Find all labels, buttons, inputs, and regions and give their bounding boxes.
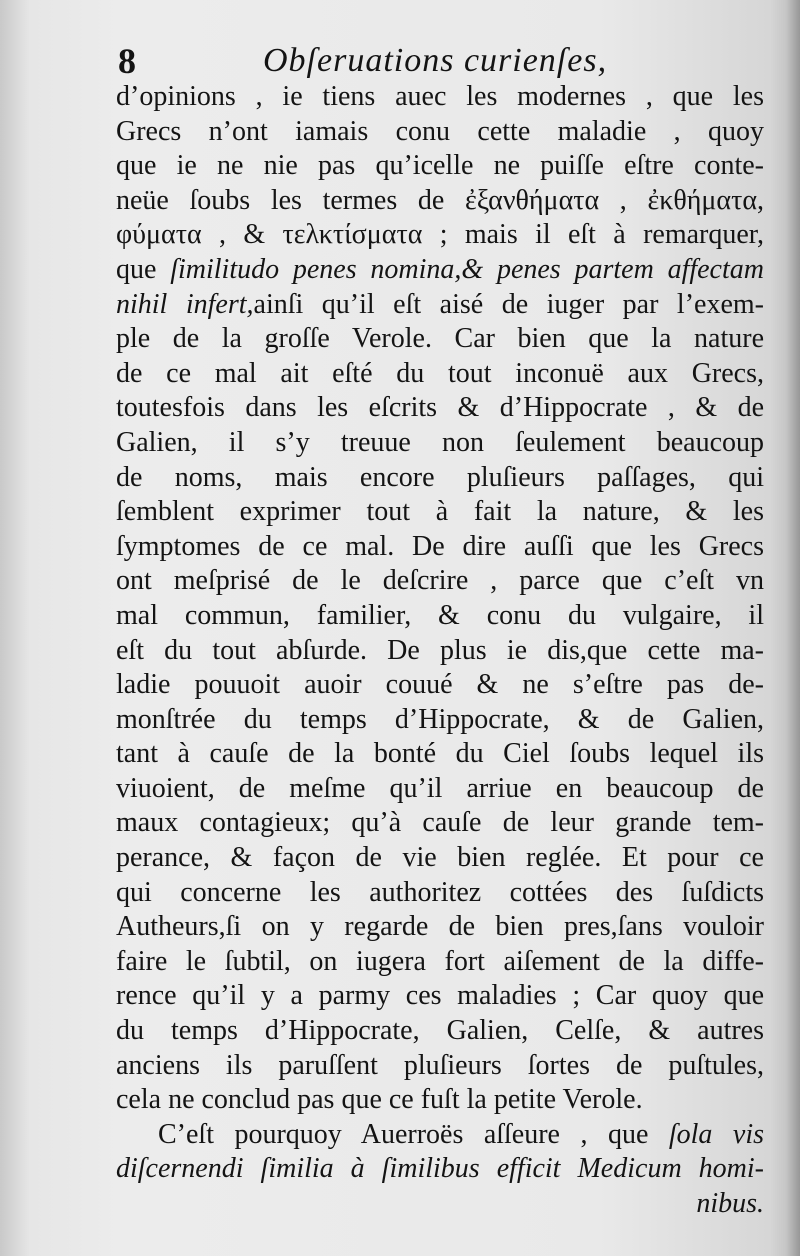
text-span: ple de la groſſe Verole. Car bien que la nature [116,323,764,355]
text-span: de ce mal ait eſté du tout inconuë aux Grecs, [116,357,764,389]
text-line [116,80,764,115]
body-text [116,80,764,1222]
text-line [116,253,764,288]
text-line [116,1049,764,1084]
text-span: ſemblent exprimer tout à fait la nature, & les [116,496,764,528]
text-span: faire le ſubtil, on iugera fort aiſement de la diffe- [116,945,764,977]
text-span: rence qu’il y a parmy ces maladies ; Car quoy que [116,980,764,1012]
text-span: ont meſprisé de le deſcrire , parce que c’eſt vn [116,565,764,597]
text-line [116,876,764,911]
text-line [116,737,764,772]
italic-text-span: nibus. [696,1188,764,1219]
page-number: 8 [118,41,136,81]
text-span: d’opinions , ie tiens auec les modernes , que les [116,81,764,112]
text-span: cela ne conclud pas que ce fuſt la petite Verole. [116,1084,643,1116]
text-line [116,149,764,184]
text-span: du temps d’Hippocrate, Galien, Celſe, & autres [116,1015,764,1047]
text-span: de noms, mais encore pluſieurs paſſages, qui [116,461,764,493]
text-line [116,841,764,876]
text-line [116,945,764,980]
text-line [116,703,764,738]
text-span: que ie ne nie pas qu’icelle ne puiſſe eſtre conte- [116,150,764,182]
text-line [116,1152,764,1187]
text-span: Grecs n’ont iamais conu cette maladie , quoy [116,115,764,147]
text-line [116,634,764,669]
text-span: ſymptomes de ce mal. De dire auſſi que les Grecs [116,530,764,562]
text-line [116,1083,764,1118]
text-span: mal commun, familier, & conu du vulgaire, il [116,599,764,631]
text-span: que [116,253,171,285]
text-span: Autheurs,ſi on y regarde de bien pres,ſans vouloir [116,911,764,943]
text-line [116,979,764,1014]
text-line [116,1118,764,1153]
text-line [116,564,764,599]
text-span: eſt du tout abſurde. De plus ie dis,que cette ma- [116,634,764,666]
text-line [116,184,764,219]
text-line [116,288,764,323]
italic-text-span: ſola vis [668,1118,764,1150]
text-span: neüe ſoubs les termes de ἐξανθήματα , ἐκθήματα, [116,184,764,216]
italic-text-span: ſimilitudo penes nomina,& penes partem affectam [170,253,764,285]
scan-edge-shadow [786,0,800,1256]
text-span: qui concerne les authoritez cottées des ſuſdicts [116,876,764,908]
text-span: maux contagieux; qu’à cauſe de leur grande tem- [116,807,764,839]
text-line [116,461,764,496]
text-line [116,910,764,945]
text-span: C’eſt pourquoy Auerroës aſſeure , que [158,1118,669,1150]
running-title: Obſeruations curienſes, [263,42,608,79]
text-line [116,599,764,634]
text-line [116,495,764,530]
italic-text-span: nihil infert, [116,288,254,320]
text-span: toutesfois dans les eſcrits & d’Hippocrate , & de [116,392,764,424]
text-line [116,806,764,841]
text-span: perance, & façon de vie bien reglée. Et pour ce [116,842,764,874]
text-span: viuoient, de meſme qu’il arriue en beaucoup de [116,772,764,804]
text-line [116,530,764,565]
page-header [118,36,768,86]
text-line [116,772,764,807]
text-line [116,322,764,357]
text-line [116,115,764,150]
text-line [116,1187,764,1222]
text-span: anciens ils paruſſent pluſieurs ſortes de puſtules, [116,1049,764,1081]
text-line [116,391,764,426]
text-line [116,426,764,461]
italic-text-span: diſcernendi ſimilia à ſimilibus efficit Medicum homi- [116,1153,764,1185]
text-span: monſtrée du temps d’Hippocrate, & de Galien, [116,703,764,735]
text-span: ainſi qu’il eſt aisé de iuger par l’exem- [253,288,764,320]
text-line [116,1014,764,1049]
text-line [116,357,764,392]
text-span: φύματα , & τελκτίσματα ; mais il eſt à remarquer, [116,219,764,251]
text-line [116,668,764,703]
text-span: ladie pouuoit auoir couué & ne s’eſtre pas de- [116,669,764,701]
text-line [116,218,764,253]
text-span: Galien, il s’y treuue non ſeulement beaucoup [116,426,764,458]
text-span: tant à cauſe de la bonté du Ciel ſoubs lequel ils [116,738,764,770]
